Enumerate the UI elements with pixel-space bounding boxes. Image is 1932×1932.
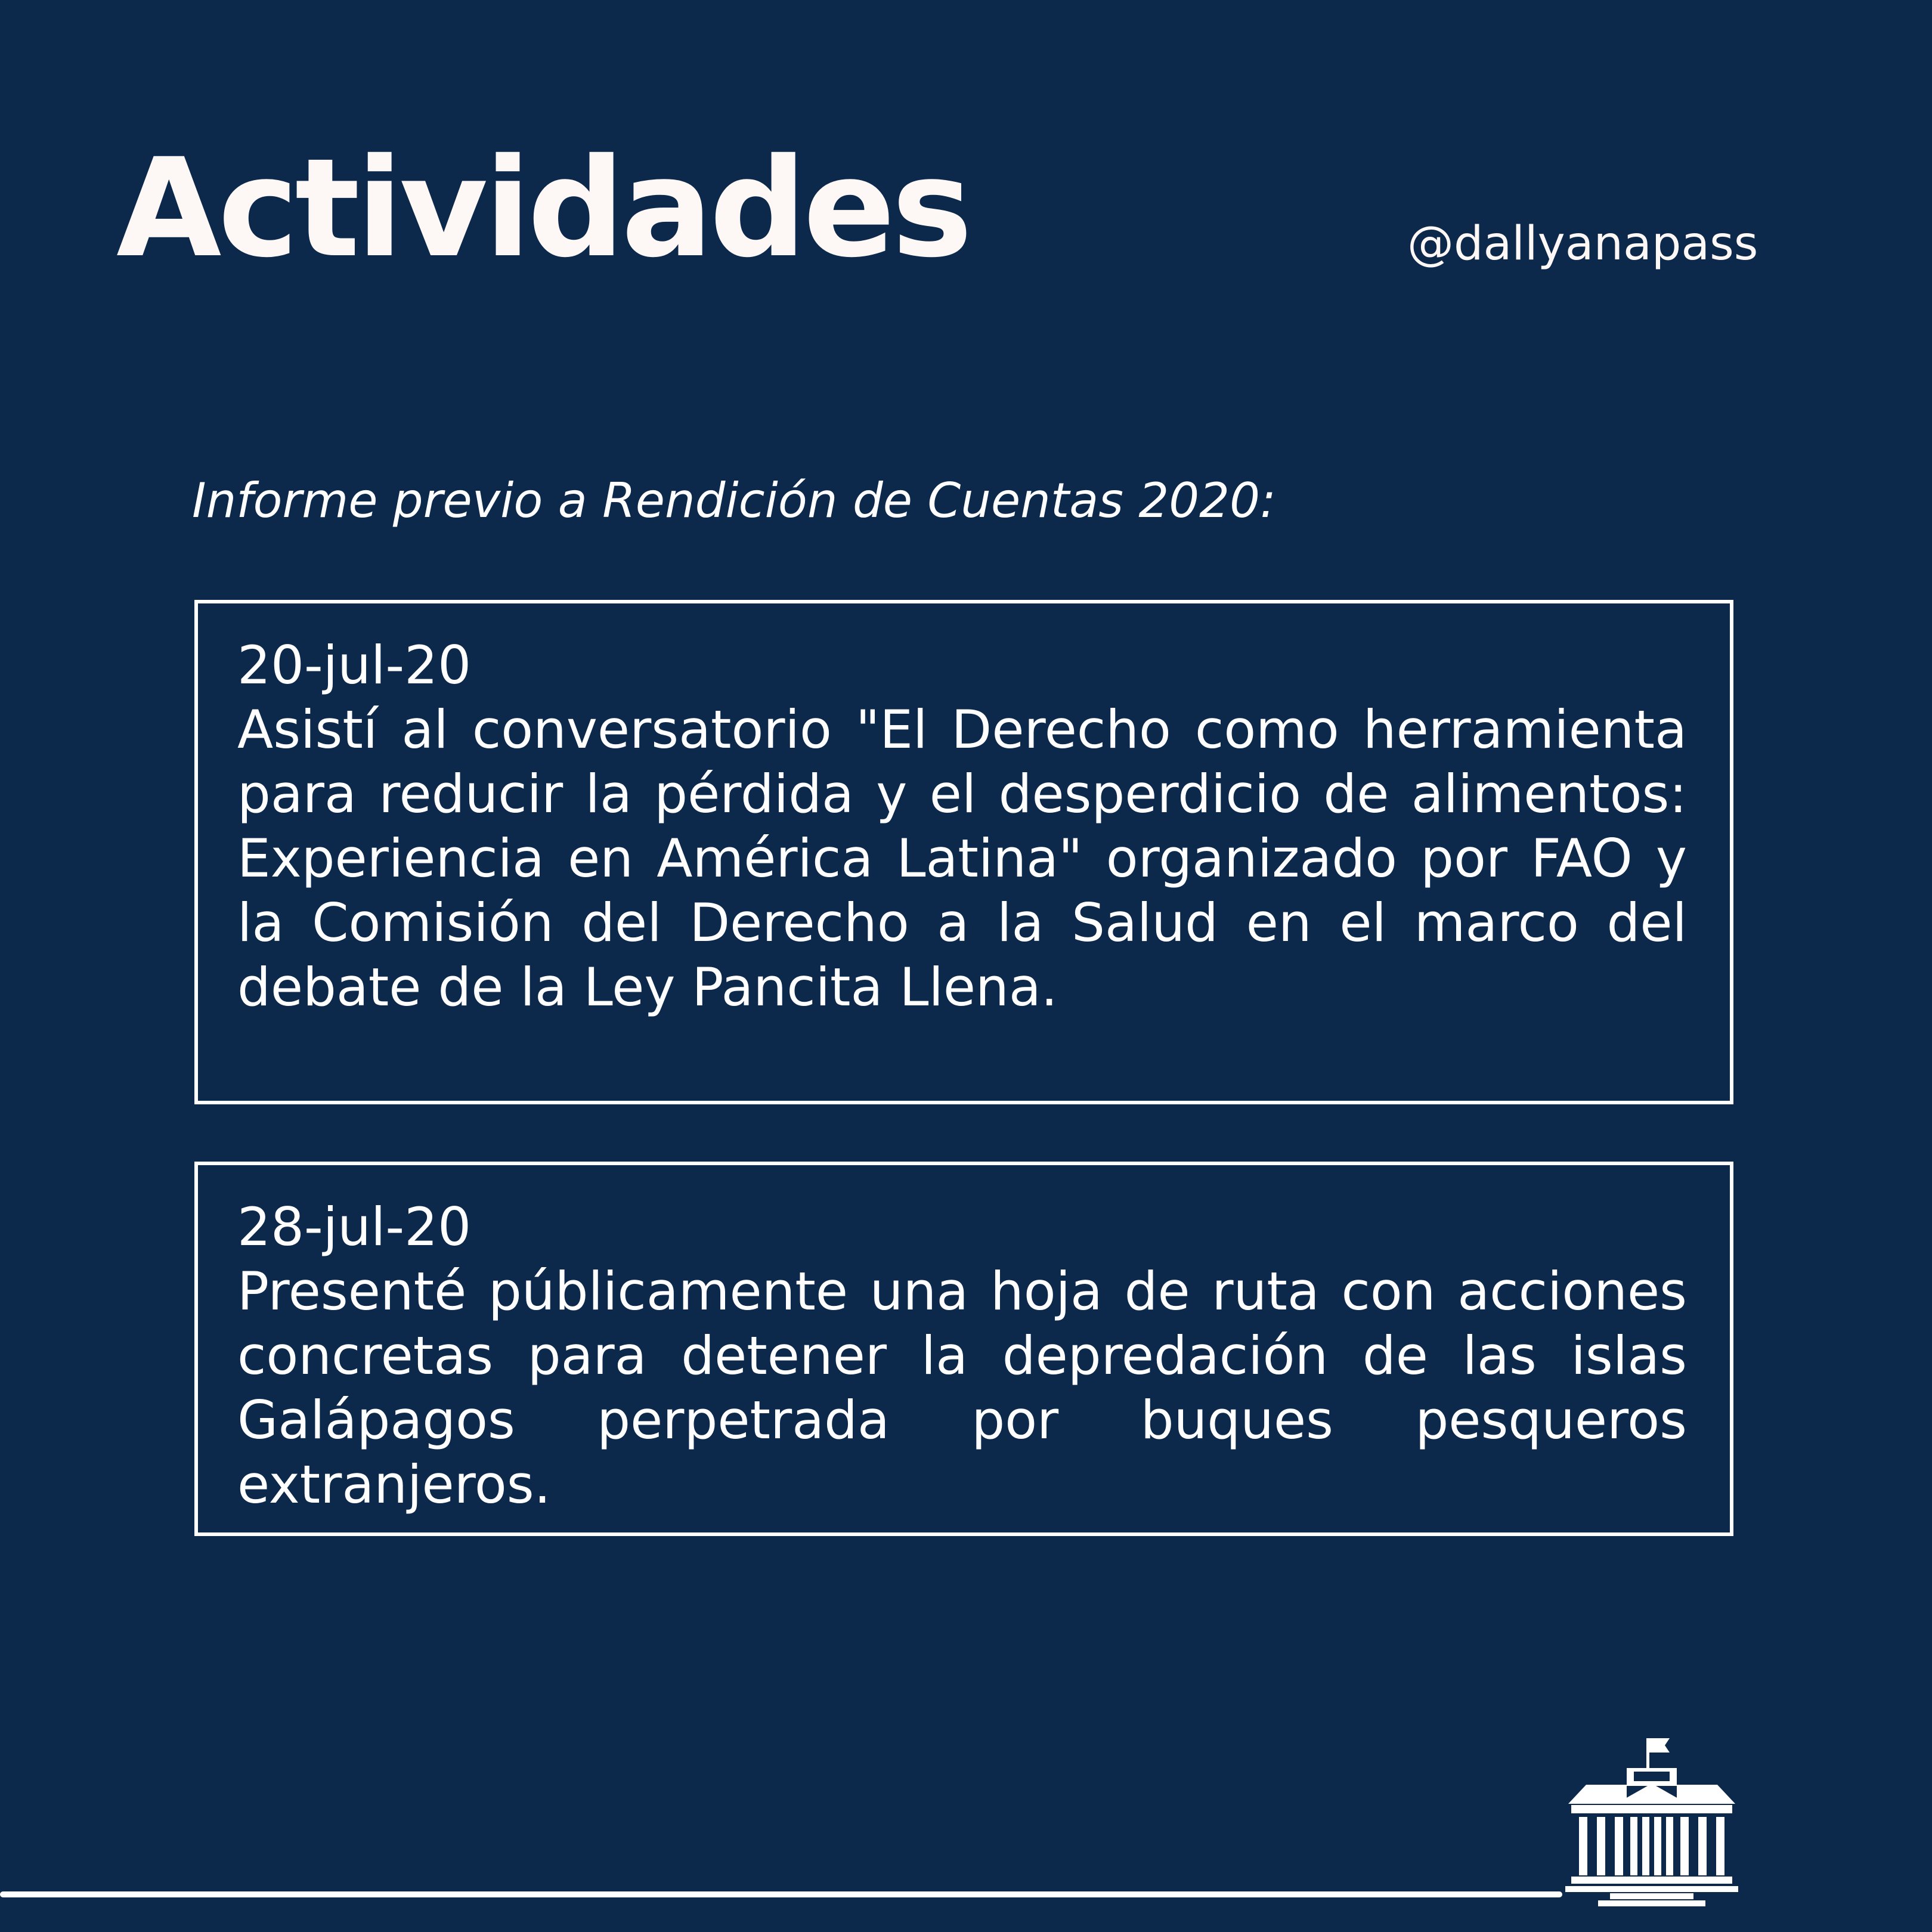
activity-card [194, 1162, 1733, 1536]
page-title: Actividades [116, 129, 970, 287]
social-handle: @dallyanapass [1407, 217, 1758, 271]
activity-date: 28-jul-20 [237, 1196, 472, 1258]
activity-card [194, 600, 1733, 1104]
government-building-icon [1562, 1732, 1741, 1911]
report-subtitle: Informe previo a Rendición de Cuentas 2020: [192, 473, 1276, 528]
activity-description: Presenté públicamente una hoja de ruta con acciones concretas para detener la depredación de las islas Galápagos perpetrada por buques pesqueros extranjeros. [237, 1261, 1687, 1515]
activity-date: 20-jul-20 [237, 634, 472, 696]
activity-description: Asistí al conversatorio "El Derecho como herramienta para reducir la pérdida y el desperdicio de alimentos: Experiencia en América Latina" organizado por FAO y la Comisión del Derecho a la Salud en el marco del debate de la Ley Pancita Llena. [237, 699, 1687, 1018]
footer-divider [0, 1891, 1562, 1897]
